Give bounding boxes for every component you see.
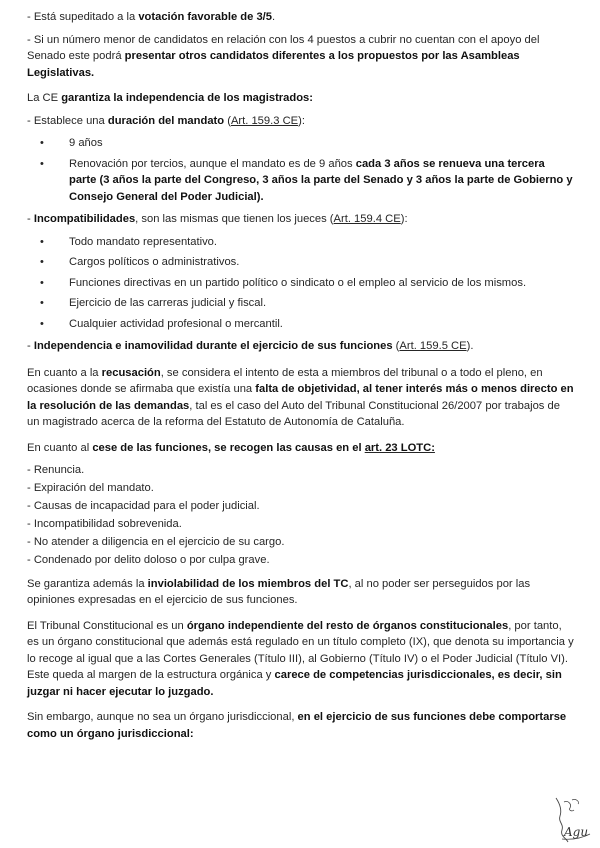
article-link-159-4: Art. 159.4 CE — [333, 213, 401, 225]
mandato-list — [27, 135, 575, 205]
list-item: - Incompatibilidad sobrevenida. — [27, 518, 182, 531]
paragraph-senado: - Si un número menor de candidatos en relación con los 4 puestos a cubrir no cuentan con el apoyo del Senado este podrá presentar otros candidatos diferentes a los propuestos por las Asambleas Legislativas. — [27, 33, 540, 79]
list-item: • 9 años — [27, 135, 575, 152]
signature-text: Agu — [564, 825, 589, 839]
list-item: - Renuncia. — [27, 464, 85, 476]
paragraph-duracion: - Establece una duración del mandato (Art. 159.3 CE): — [27, 114, 305, 127]
list-item: - Expiración del mandato. — [27, 482, 154, 495]
list-item: - Condenado por delito doloso o por culpa grave. — [27, 554, 270, 567]
list-item: • Cargos políticos o administrativos. — [27, 254, 575, 271]
paragraph-cese: En cuanto al cese de las funciones, se recogen las causas en el art. 23 LOTC: — [27, 441, 435, 454]
signature-logo — [550, 796, 596, 844]
list-item: • Funciones directivas en un partido político o sindicato o el empleo al servicio de los mismos. — [27, 275, 575, 292]
list-item: • Ejercicio de las carreras judicial y fiscal. — [27, 295, 575, 312]
list-item: • Todo mandato representativo. — [27, 234, 575, 251]
article-link-159-5: Art. 159.5 CE — [399, 340, 467, 352]
list-item: - Causas de incapacidad para el poder judicial. — [27, 500, 260, 513]
paragraph-margen: Este queda al margen de la estructura orgánica y carece de competencias jurisdiccionales, es decir, sin juzgar ni hacer ejecutar lo juzgado. — [27, 669, 562, 698]
paragraph-recusacion: En cuanto a la recusación, se considera el intento de esta a miembros del tribunal o a todo el pleno, en ocasiones donde se afirmaba que existía una falta de objetividad, al tener interés más o menos directo en la resolución de las demandas, tal es el caso del Auto del Tribunal Constitucional 26/2007 por trabajos de un magistrado acerca de la reforma del Estatuto de Autonomía de Cataluña. — [27, 366, 574, 428]
article-link-159-3: Art. 159.3 CE — [230, 114, 299, 127]
article-link-23-lotc: art. 23 LOTC: — [364, 441, 435, 454]
paragraph-independencia: La CE garantiza la independencia de los magistrados: — [27, 92, 313, 104]
list-item: • Cualquier actividad profesional o mercantil. — [27, 316, 575, 333]
cese-list — [27, 462, 575, 569]
incompatibilidades-list — [27, 234, 575, 333]
paragraph-incompatibilidades: - Incompatibilidades, son las mismas que tienen los jueces (Art. 159.4 CE): — [27, 213, 408, 225]
paragraph-jurisdiccional: Sin embargo, aunque no sea un órgano jurisdiccional, en el ejercicio de sus funciones debe comportarse como un órgano jurisdiccional: — [27, 711, 567, 740]
paragraph-inviolabilidad: Se garantiza además la inviolabilidad de los miembros del TC, al no poder ser perseguidos por las opiniones expresadas en el ejercicio de sus funciones. — [27, 577, 531, 607]
paragraph-votacion: - Está supeditado a la votación favorable de 3/5. — [27, 11, 276, 23]
paragraph-inamovilidad: - Independencia e inamovilidad durante el ejercicio de sus funciones (Art. 159.5 CE). — [27, 340, 474, 352]
list-item: • Renovación por tercios, aunque el mandato es de 9 años cada 3 años se renueva una tercera parte (3 años la parte del Congreso, 3 años la parte del Senado y 3 años la parte de Gobierno y Consejo General del Poder Judicial). — [27, 156, 575, 206]
document-page — [27, 9, 575, 742]
list-item: - No atender a diligencia en el ejercicio de su cargo. — [27, 536, 285, 549]
paragraph-organo-independiente: El Tribunal Constitucional es un órgano independiente del resto de órganos constitucionales, por tanto, es un órgano constitucional que además está regulado en un título completo (IX), que denota su importancia y lo recoge al igual que a las Cortes Generales (Título III), al Gobierno (Título IV) o el Poder Judicial (Título VI). — [27, 619, 574, 665]
